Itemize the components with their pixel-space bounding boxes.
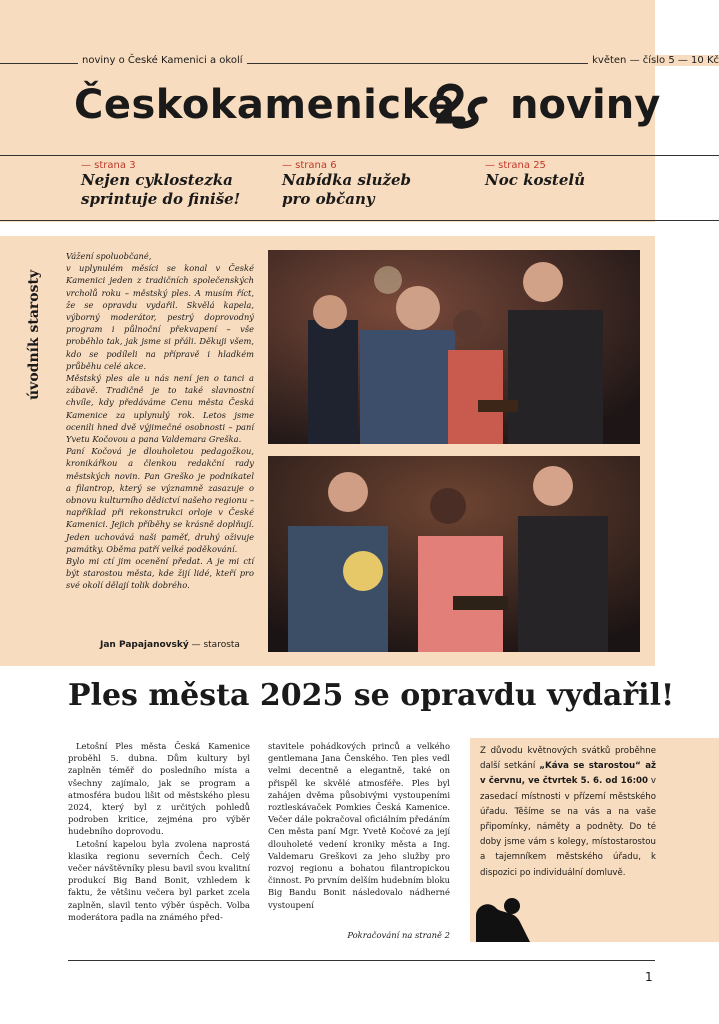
article-headline: Ples města 2025 se opravdu vydařil!	[68, 678, 675, 713]
teaser-headline-line1: Noc kostelů	[485, 171, 585, 189]
photo-award-ceremony-2	[268, 456, 640, 652]
teaser-cyklostezka[interactable]	[81, 160, 240, 209]
letter-paragraph: v uplynulém měsíci se konal v České Kamenici jeden z tradičních společenských vrcholů roku – městský ples. A musím říct, že se opravdu vydařil. Skvělá kapela, výborný moderátor, pestrý doprovodný program i půlnoční překvapení – vše proběhlo tak, jak jsme si přáli. Děkuji všem, kdo se podíleli na přípravě i hladkém průběhu celé akce.	[66, 263, 254, 371]
sidebox-text-a: Z důvodu květnových svátků proběhne další setkání	[480, 746, 656, 772]
editorial-label: úvodník starosty	[26, 269, 42, 400]
newspaper-title-right: noviny	[510, 82, 661, 128]
teaser-page-ref: — strana 25	[485, 160, 546, 171]
teaser-headline-line1: Nejen cyklostezka	[81, 171, 233, 189]
newspaper-title-left: Českokamenické	[74, 82, 456, 128]
article-paragraph: Letošní kapelou byla zvolena naprostá klasika regionu severních Čech. Celý večer návštěvníky plesu bavil svou kvalitní produkcí Big Band Bonit, vzhledem k faktu, že většinu večera byl parket zcela zaplněn, slavil tento výběr úspěch. Volba moderátora padla na známého před-	[68, 838, 250, 922]
coffee-with-mayor-text	[480, 744, 656, 881]
photo-illustration	[268, 250, 640, 444]
teaser-page-ref: — strana 6	[282, 160, 337, 171]
article-column-1	[68, 740, 250, 923]
teaser-rule	[0, 220, 719, 221]
tagline: noviny o České Kamenici a okolí	[78, 55, 247, 66]
signature-name: Jan Papajanovský	[100, 640, 189, 650]
continued-link[interactable]: Pokračování na straně 2	[347, 930, 450, 940]
issue-info: květen — číslo 5 — 10 Kč	[588, 55, 719, 66]
photo-award-ceremony-1	[268, 250, 640, 444]
signature-role: — starosta	[188, 640, 240, 650]
photo-illustration	[268, 456, 640, 652]
masthead-rule	[0, 155, 719, 156]
footer-rule	[68, 960, 655, 961]
ck-logo-icon	[470, 886, 530, 942]
ck-logo-icon	[432, 80, 492, 130]
sidebox-text-highlight: „Káva se starostou“ až v červnu, ve čtvrtek 5. 6. od 16:00	[480, 761, 656, 787]
editorial-letter	[66, 250, 254, 592]
teaser-headline-line2: sprintuje do finiše!	[81, 190, 241, 208]
teaser-page-ref: — strana 3	[81, 160, 136, 171]
editorial-signature	[100, 640, 240, 650]
letter-greeting: Vážení spoluobčané,	[66, 251, 152, 261]
sidebox-text-c: v zasedací místnosti v přízemí městského úřadu. Těšíme se na vás a na vaše připomínky, náměty a podněty. Do té doby jsme vám s kolegy, místostarostou a tajemníkem městského úřadu, k dispozici po individuální domluvě.	[480, 776, 656, 878]
letter-paragraph: Paní Kočová je dlouholetou pedagožkou, kronikářkou a členkou redakční rady městských novin. Pan Greško je podnikatel a filantrop, který se významně zasazuje o obnovu kulturního dědictví našeho regionu – například při rekonstrukci orloje v České Kamenici. Jejich příběhy se krásně doplňují. Jeden uchovává naši paměť, druhý oživuje památky. Oběma patří velké poděkování.	[66, 446, 254, 554]
article-paragraph: stavitele pohádkových princů a velkého gentlemana Jana Čenského. Ten ples vedl velmi decentně a elegantně, také on přispěl ke skvělé atmosféře. Ples byl zahájen dvěma působivými vystoupeními roztleskávaček Pomkies Česká Kamenice. Večer dále pokračoval oficiálním předáním Cen města paní Mgr. Yvetě Kočové za její dlouholeté vedení kroniky města a Ing. Valdemaru Greškovi za jeho služby pro rozvoj regionu a bohatou filantropickou činnost. Po prvním delším hudebním bloku Big Bandu Bonit následovalo nádherné vystoupení	[268, 741, 450, 910]
letter-paragraph: Městský ples ale u nás není jen o tanci a zábavě. Tradičně je to také slavnostní chvíle, kdy předáváme Cenu města Česká Kamenice za uplynulý rok. Letos jsme ocenili hned dvě výjimečné osobnosti – paní Yvetu Kočovou a pana Valdemara Greška.	[66, 373, 254, 445]
teaser-sluzby[interactable]	[282, 160, 411, 209]
article-column-2	[268, 740, 450, 911]
article-paragraph: Letošní Ples města Česká Kamenice proběhl 5. dubna. Dům kultury byl zaplněn téměř do posledního místa a všechny zajímalo, jak se program a atmosféra budou lišit od městského plesu 2024, který byl z určitých pohledů podroben kritice, zejména pro výběr hudebního doprovodu.	[68, 741, 250, 837]
teaser-headline-line2: pro občany	[282, 190, 375, 208]
page-number: 1	[645, 970, 653, 984]
teaser-headline-line1: Nabídka služeb	[282, 171, 412, 189]
letter-paragraph: Bylo mi ctí jim ocenění předat. A je mi ctí být starostou města, kde žijí lidé, kteří pro své okolí dělají tolik dobrého.	[66, 556, 254, 591]
teaser-noc-kostelu[interactable]	[485, 160, 585, 190]
